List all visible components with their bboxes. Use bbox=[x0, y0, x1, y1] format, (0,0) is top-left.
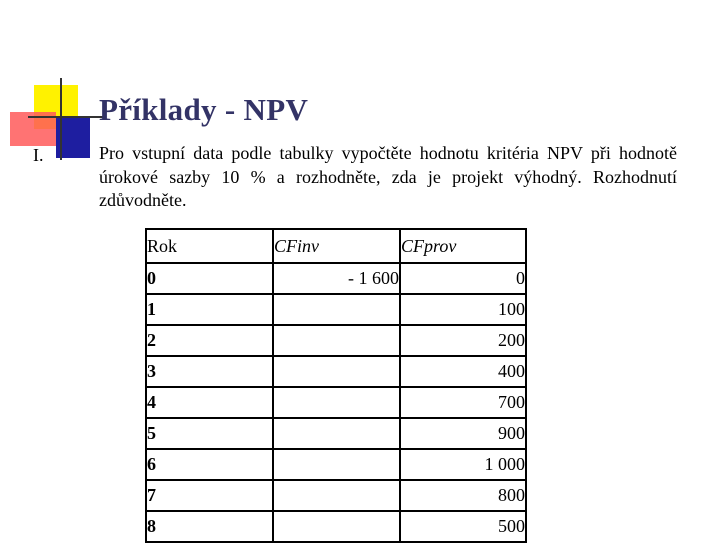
cell-cfinv bbox=[273, 356, 400, 387]
cell-cfprov: 800 bbox=[400, 480, 526, 511]
task-text: Pro vstupní data podle tabulky vypočtěte hodnotu kritéria NPV při hodnotě úrokové sazby 10 % a rozhodněte, zda je projekt výhodný. Rozhodnutí zdůvodněte. bbox=[99, 143, 677, 210]
cell-cfinv: - 1 600 bbox=[273, 263, 400, 294]
table-row bbox=[146, 511, 526, 542]
table-row bbox=[146, 449, 526, 480]
cell-rok: 3 bbox=[146, 356, 273, 387]
table-body bbox=[146, 263, 526, 542]
cell-cfinv bbox=[273, 325, 400, 356]
cell-cfinv bbox=[273, 449, 400, 480]
cell-rok: 8 bbox=[146, 511, 273, 542]
cell-rok: 1 bbox=[146, 294, 273, 325]
cell-cfprov: 0 bbox=[400, 263, 526, 294]
cell-rok: 6 bbox=[146, 449, 273, 480]
table-row bbox=[146, 356, 526, 387]
cell-cfinv bbox=[273, 387, 400, 418]
table-row bbox=[146, 480, 526, 511]
cell-cfprov: 400 bbox=[400, 356, 526, 387]
cell-cfinv bbox=[273, 480, 400, 511]
table-row bbox=[146, 387, 526, 418]
slide-title: Příklady - NPV bbox=[99, 92, 309, 127]
cell-cfprov: 700 bbox=[400, 387, 526, 418]
cell-cfprov: 900 bbox=[400, 418, 526, 449]
decor-horizontal-line bbox=[28, 116, 103, 118]
cell-rok: 5 bbox=[146, 418, 273, 449]
table-header-row bbox=[146, 229, 526, 263]
decor-vertical-line bbox=[60, 78, 62, 160]
cell-rok: 2 bbox=[146, 325, 273, 356]
table-row bbox=[146, 294, 526, 325]
table-row bbox=[146, 325, 526, 356]
cell-rok: 0 bbox=[146, 263, 273, 294]
header-cfinv: CFinv bbox=[273, 229, 400, 263]
header-cfprov: CFprov bbox=[400, 229, 526, 263]
cell-cfprov: 200 bbox=[400, 325, 526, 356]
header-rok: Rok bbox=[146, 229, 273, 263]
cell-cfinv bbox=[273, 511, 400, 542]
cashflow-table bbox=[145, 228, 527, 543]
cell-cfprov: 500 bbox=[400, 511, 526, 542]
table-row bbox=[146, 263, 526, 294]
cell-cfinv bbox=[273, 418, 400, 449]
table-row bbox=[146, 418, 526, 449]
cell-cfinv bbox=[273, 294, 400, 325]
cell-cfprov: 100 bbox=[400, 294, 526, 325]
cell-rok: 7 bbox=[146, 480, 273, 511]
cell-rok: 4 bbox=[146, 387, 273, 418]
bullet-marker: I. bbox=[33, 145, 44, 165]
cell-cfprov: 1 000 bbox=[400, 449, 526, 480]
